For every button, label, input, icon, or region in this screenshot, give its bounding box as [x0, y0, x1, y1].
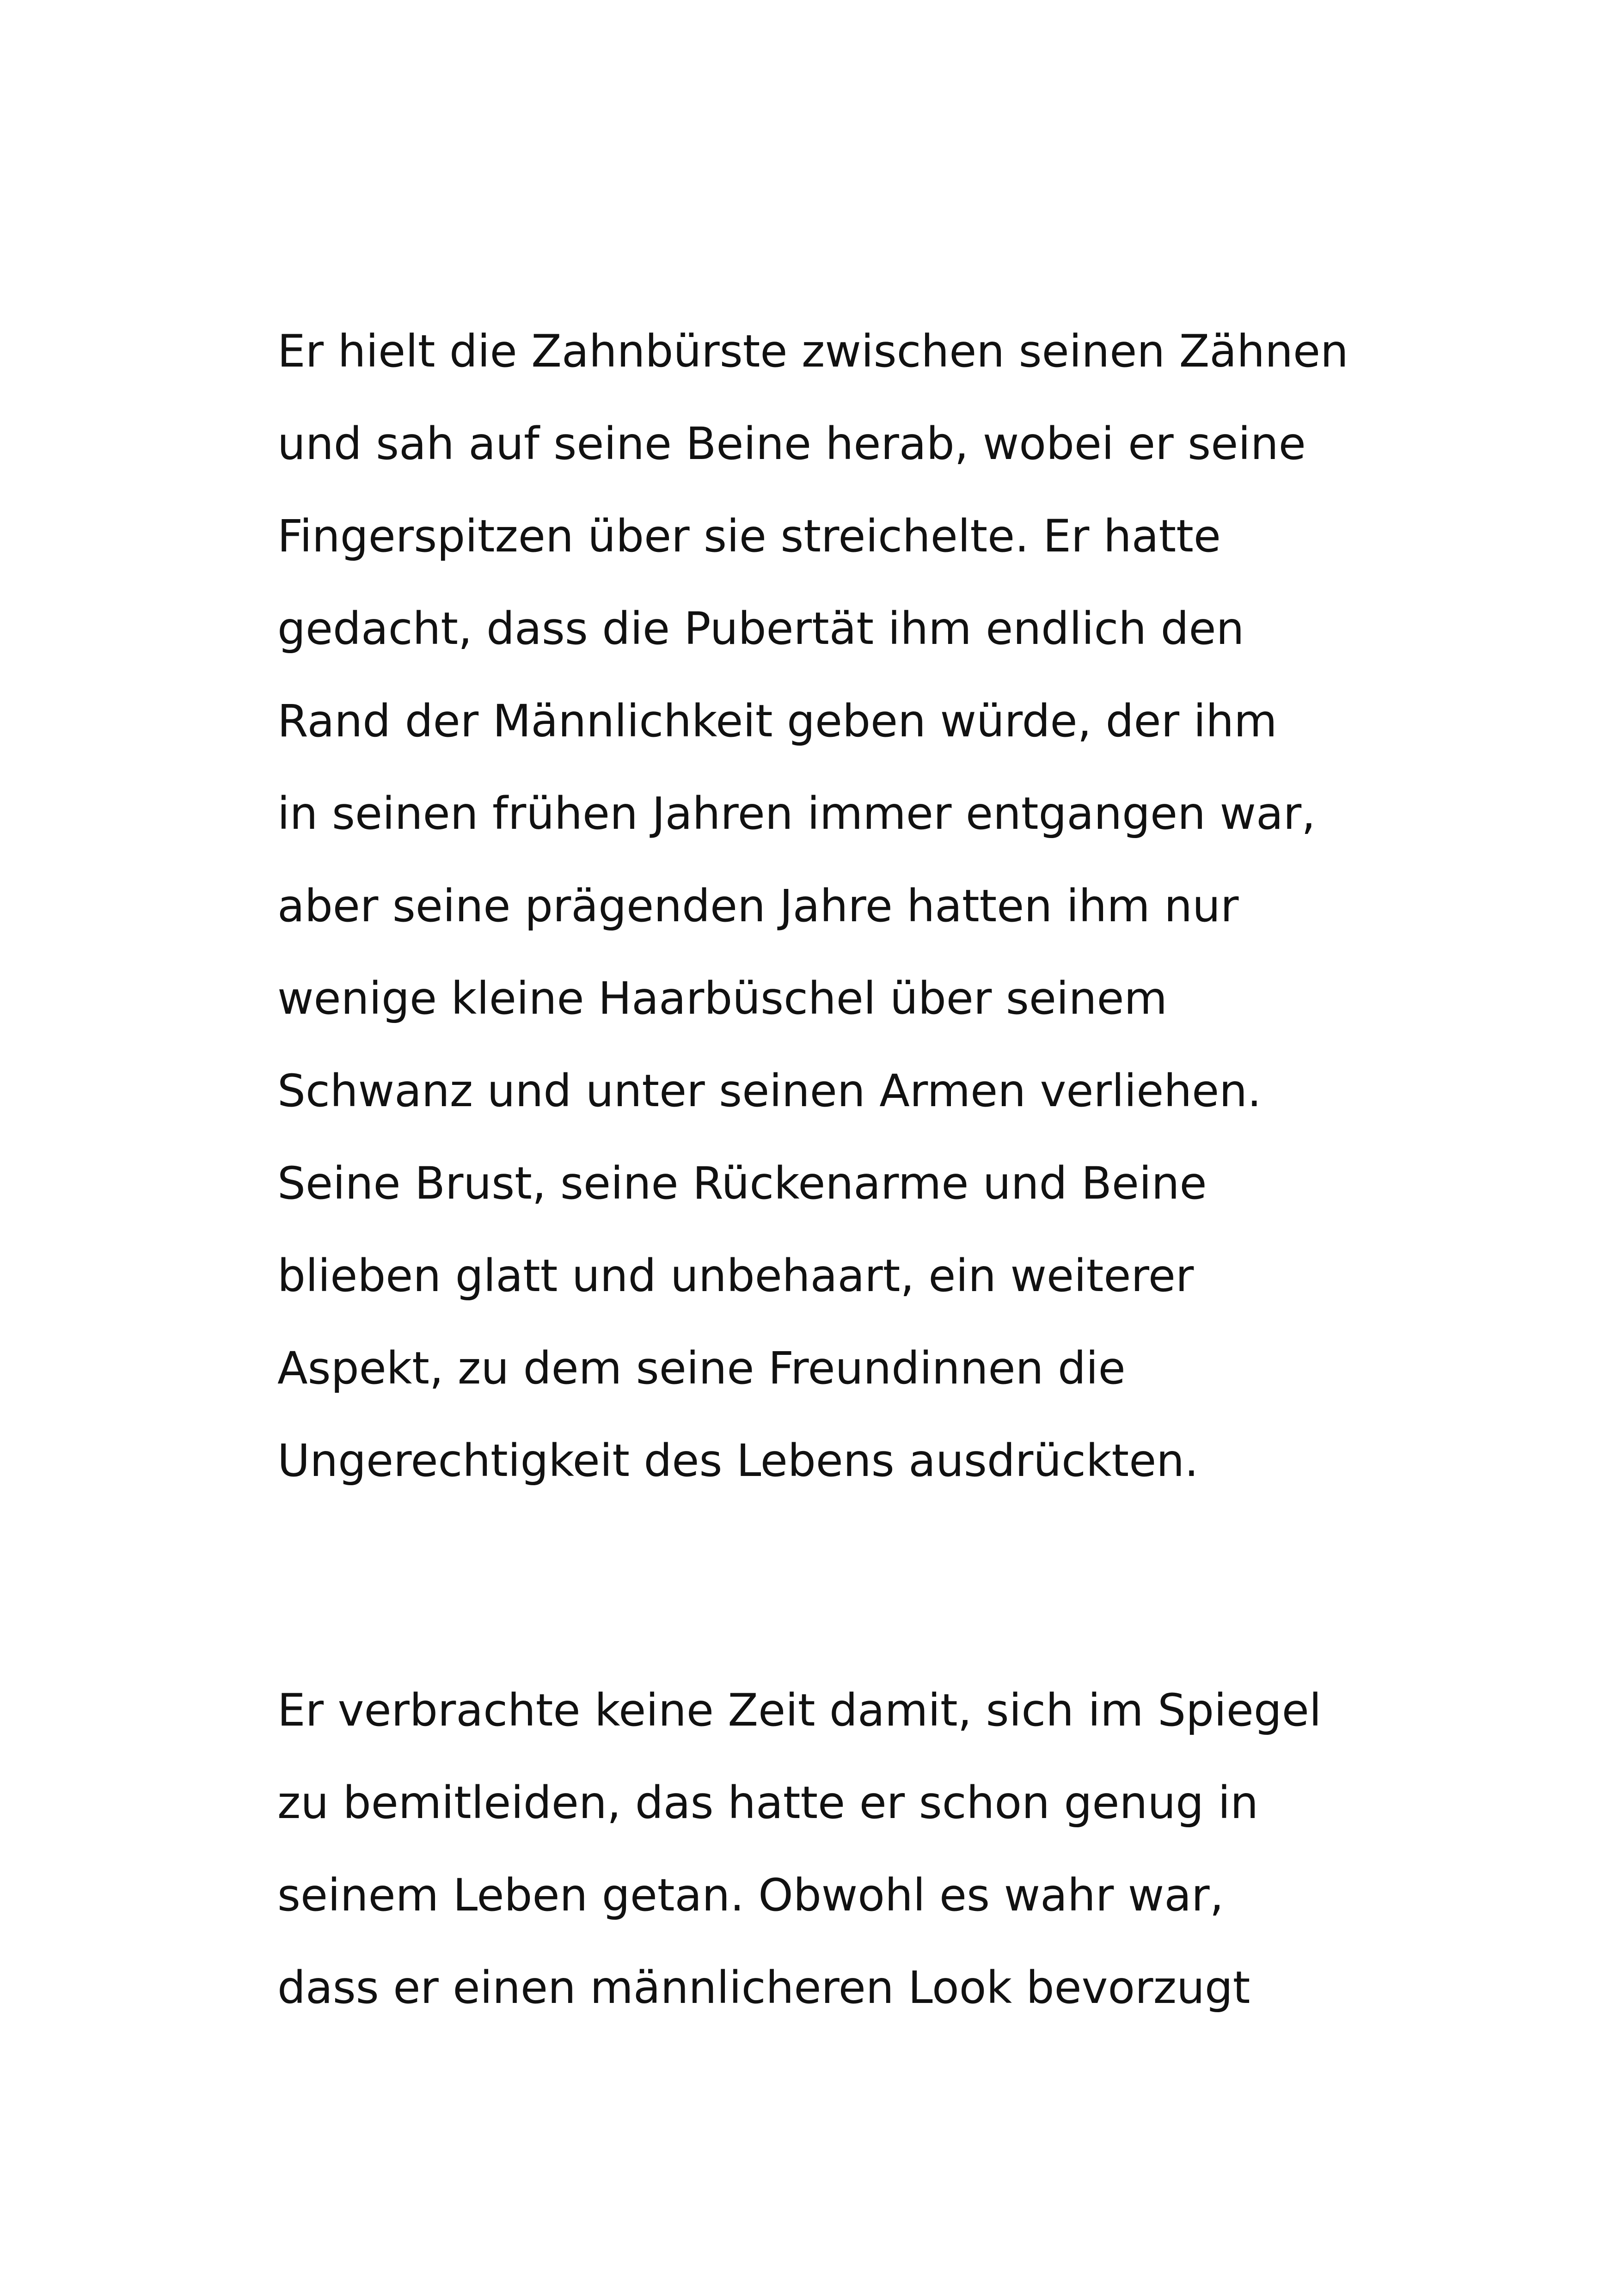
paragraph-2: [277, 1664, 1387, 2034]
text-line: Schwanz und unter seinen Armen verliehen.: [277, 1065, 1262, 1117]
text-line: Rand der Männlichkeit geben würde, der ihm: [277, 695, 1277, 747]
text-line: blieben glatt und unbehaart, ein weiterer: [277, 1250, 1194, 1302]
text-line: Aspekt, zu dem seine Freundinnen die: [277, 1342, 1126, 1394]
paragraph-1: [277, 305, 1387, 1507]
text-line: seinem Leben getan. Obwohl es wahr war,: [277, 1869, 1224, 1921]
text-line: Seine Brust, seine Rückenarme und Beine: [277, 1157, 1207, 1209]
text-line: Fingerspitzen über sie streichelte. Er hatte: [277, 510, 1221, 562]
text-line: in seinen frühen Jahren immer entgangen war,: [277, 788, 1316, 839]
text-line: aber seine prägenden Jahre hatten ihm nur: [277, 880, 1239, 932]
text-line: Ungerechtigkeit des Lebens ausdrückten.: [277, 1435, 1199, 1487]
text-line: und sah auf seine Beine herab, wobei er seine: [277, 418, 1306, 470]
text-line: wenige kleine Haarbüschel über seinem: [277, 973, 1168, 1024]
text-line: dass er einen männlicheren Look bevorzugt: [277, 1962, 1250, 2014]
text-line: gedacht, dass die Pubertät ihm endlich den: [277, 603, 1244, 655]
text-line: zu bemitleiden, das hatte er schon genug in: [277, 1777, 1259, 1829]
text-line: Er hielt die Zahnbürste zwischen seinen Zähnen: [277, 325, 1348, 377]
text-line: Er verbrachte keine Zeit damit, sich im Spiegel: [277, 1684, 1322, 1736]
